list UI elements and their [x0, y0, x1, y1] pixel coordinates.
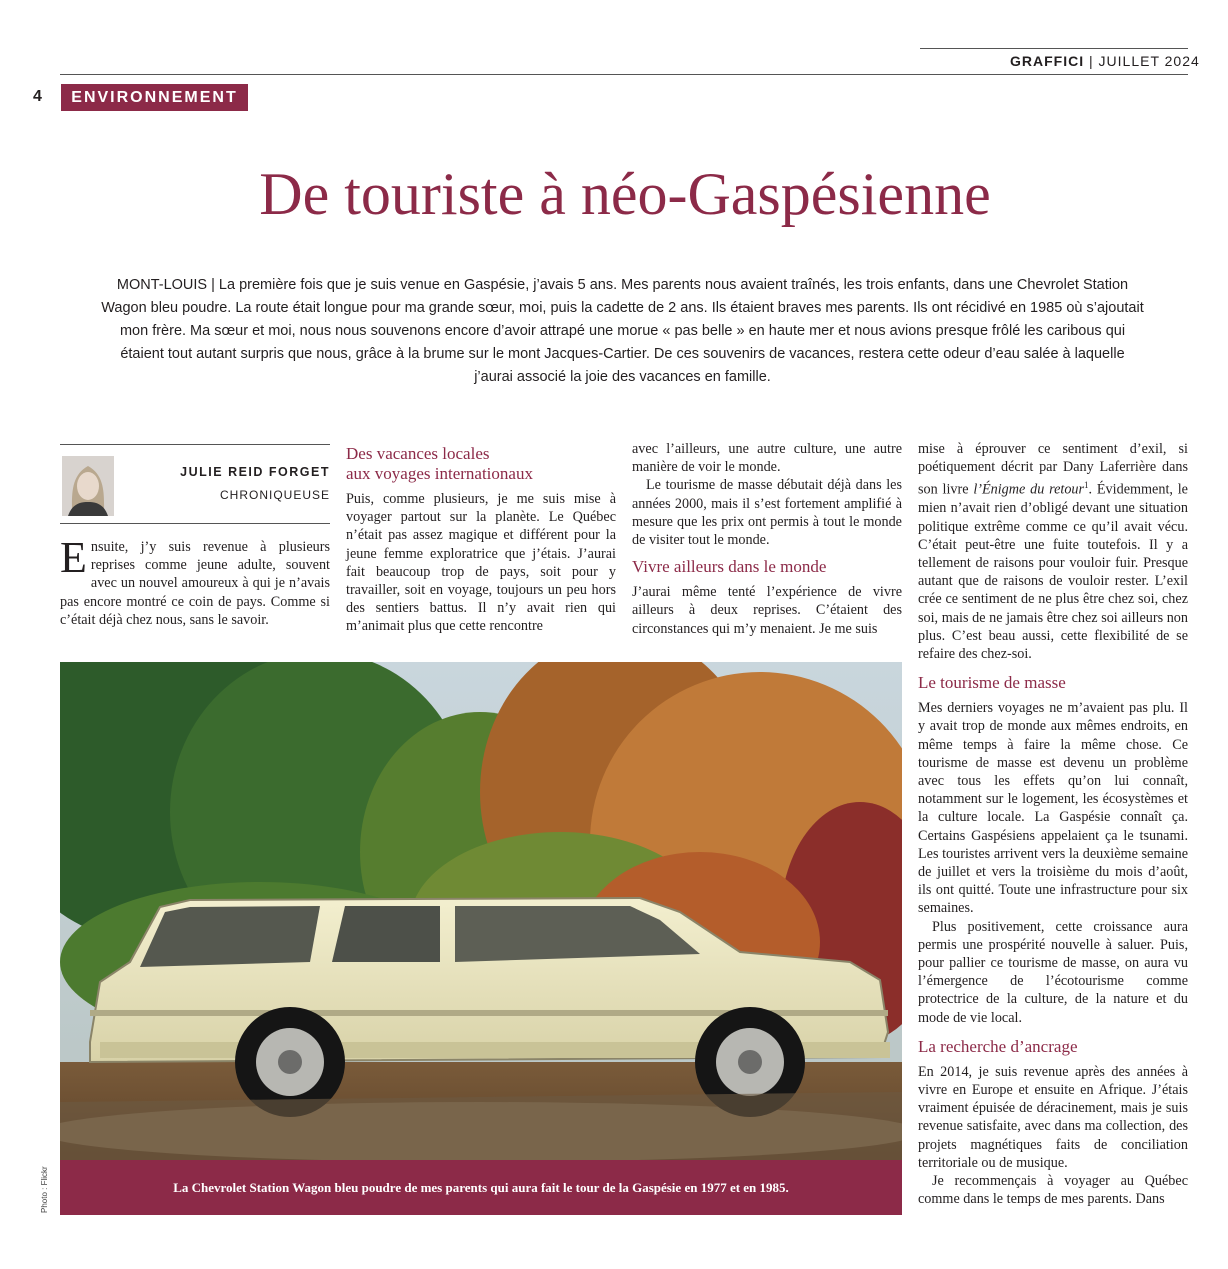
- subheading: Vivre ailleurs dans le monde: [632, 557, 827, 577]
- subheading: Le tourisme de masse: [918, 673, 1066, 693]
- subheading: La recherche d’ancrage: [918, 1036, 1078, 1056]
- author-role: CHRONIQUEUSE: [219, 488, 330, 502]
- author-photo: [62, 456, 114, 516]
- subheading: Des vacances locales aux voyages internationaux: [346, 444, 533, 483]
- author-rule-bottom: [60, 523, 330, 524]
- paragraph: J’aurai même tenté l’expérience de vivre ailleurs à deux reprises. C’étaient des circonstances qui m’y menaient. Je me suis: [632, 584, 902, 637]
- paragraph: Ensuite, j’y suis revenue à plusieurs reprises comme jeune adulte, souvent avec un nouvel amoureux à qui je n’avais pas encore montré ce coin de pays. Comme si c’était déjà chez nous, sans le savoir.: [60, 533, 330, 628]
- header-rule-top: [920, 48, 1188, 49]
- publication-name: GRAFFICI: [1010, 53, 1085, 69]
- paragraph: Mes derniers voyages ne m’avaient pas plu. Il y avait trop de monde aux mêmes endroits, en même temps à faire la même chose. Ce tourisme de masse est devenu un problème avec tous les effets qu’on lui connaît, notamment sur le logement, les écosystèmes et la culture locale. La Gaspésie connaît ça. Certains Gaspésiens appelaient ça le tsunami. Les touristes arrivent vers la deuxième semaine de juillet et vers la troisième du mois d’août, ils ont quitté. Toute une infrastructure pour six semaines.: [918, 700, 1188, 917]
- paragraph: avec l’ailleurs, une autre culture, une autre manière de voir le monde.: [632, 441, 902, 476]
- article-column-4: [918, 440, 1188, 1208]
- drop-cap: E: [60, 533, 87, 582]
- article-column-2: [346, 440, 616, 636]
- article-column-1: [60, 533, 330, 629]
- article-lede: MONT-LOUIS | La première fois que je suis venue en Gaspésie, j’avais 5 ans. Mes parents nous avaient traînés, les trois enfants, dans une Chevrolet Station Wagon bleu poudre. La route était longue pour ma grande sœur, moi, puis la cadette de 2 ans. Ils étaient braves mes parents. Ils ont récidivé en 1985 où s’ajoutait mon frère. Ma sœur et moi, nous nous souvenons encore d’avoir attrapé une morue « pas belle » en haute mer et nous avions presque frôlé les caribous qui étaient tout autant surpris que nous, grâce à la brume sur le mont Jacques-Cartier. De ces souvenirs de vacances, restera cette odeur d’eau salée à laquelle j’aurai associé la joie des vacances en famille.: [101, 277, 1144, 385]
- photo-caption: La Chevrolet Station Wagon bleu poudre de mes parents qui aura fait le tour de la Gaspésie en 1977 et en 1985.: [60, 1160, 902, 1215]
- article-title: De touriste à néo-Gaspésienne: [259, 161, 991, 227]
- station-wagon-photo: [60, 662, 902, 1162]
- footnote-marker: 1: [1084, 480, 1089, 491]
- author-rule-top: [60, 444, 330, 445]
- paragraph: Je recommençais à voyager au Québec comme dans le temps de mes parents. Dans: [918, 1173, 1188, 1208]
- masthead: [1010, 53, 1200, 69]
- section-tag: ENVIRONNEMENT: [61, 84, 248, 111]
- paragraph: mise à éprouver ce sentiment d’exil, si poétiquement décrit par Dany Laferrière dans son livre l’Énigme du retour$^1$. Évidemment, le mien n’avait rien d’obligé devant une situation politique extrême comme ce qu’il avait vécu. C’était peut-être une fuite toutefois. Il y a tellement de raisons pour vouloir fuir. Presque autant que de raisons de vouloir rester. L’exil crée ce sentiment de ne plus être chez soi, chez soi, mais de ne jamais être chez soi ailleurs non plus. C’est beau aussi, cette flexibilité de se refaire des chez-soi.: [918, 441, 1188, 662]
- header-rule: [60, 74, 1188, 75]
- book-title: l’Énigme du retour: [973, 482, 1085, 499]
- masthead-separator: |: [1089, 53, 1094, 69]
- paragraph: En 2014, je suis revenue après des années à vivre en Europe et ensuite en Afrique. J’étais vraiment épuisée de déracinement, mais je suis revenue satisfaite, avec dans ma collection, des projets magnétiques faits de conciliation territoriale ou de musique.: [918, 1063, 1188, 1171]
- paragraph: Puis, comme plusieurs, je me suis mise à voyager partout sur la planète. Le Québec n’était pas assez magique et différent pour la jeune femme exploratrice que j’étais. J’aurai fait beaucoup trop de pays, soit pour y travailler, soit en voyage, toujours un peu hors des sentiers battus. Il n’y avait rien qui m’animait plus que cette rencontre: [346, 491, 616, 635]
- paragraph: Le tourisme de masse débutait déjà dans les années 2000, mais il s’est fortement amplifié à mesure que les prix ont permis à tout le monde de visiter tout le monde.: [632, 477, 902, 549]
- issue-date: JUILLET 2024: [1098, 53, 1200, 69]
- article-column-3: [632, 440, 902, 638]
- author-name: JULIE REID FORGET: [180, 465, 330, 479]
- page-number: 4: [33, 88, 42, 105]
- photo-credit: Photo : Flickr: [40, 1166, 49, 1213]
- paragraph: Plus positivement, cette croissance aura permis une prospérité nouvelle à saluer. Puis, pour pallier ce tourisme de masse, on aura vu l’émergence de l’écotourisme comme protectrice de la culture, de la nature et du mode de vie local.: [918, 918, 1188, 1026]
